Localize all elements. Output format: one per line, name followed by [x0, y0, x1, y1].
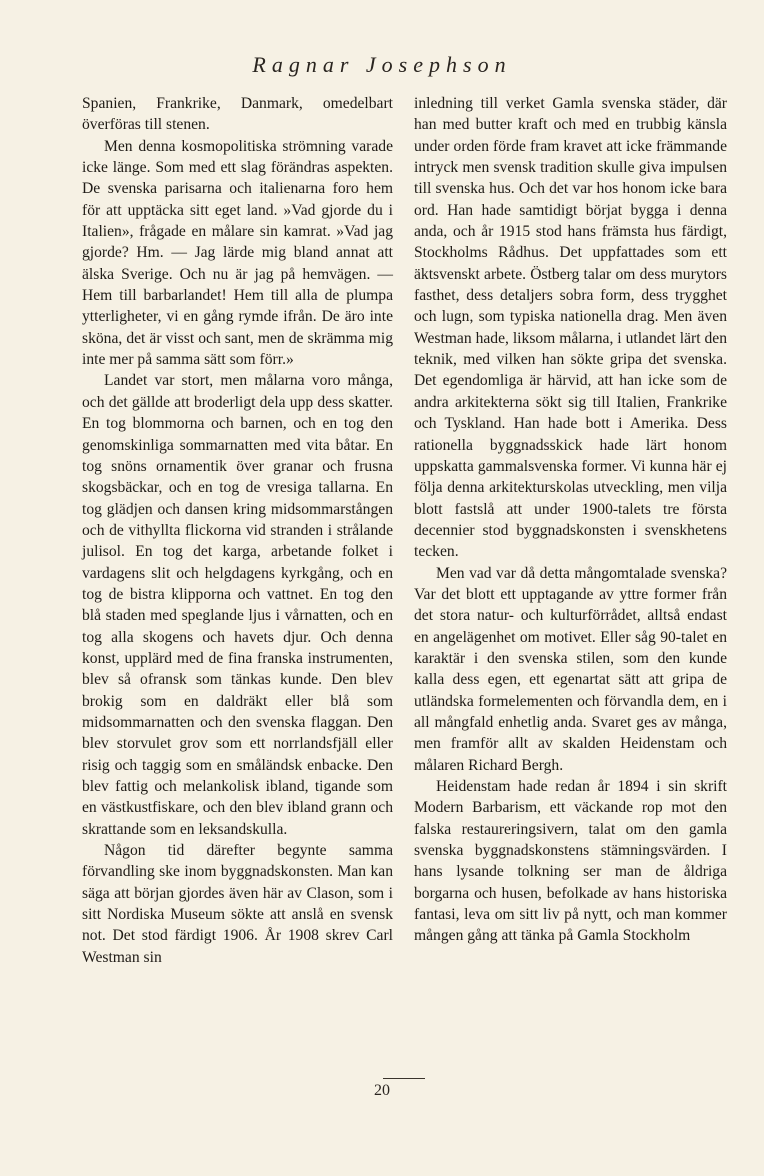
page-number: 20 — [374, 1082, 390, 1099]
paragraph: Heidenstam hade redan år 1894 i sin skrift Modern Barbarism, ett väckande rop mot den falska restaureringsivern, talat om den gamla svenska byggnadskonstens stämningsvärden. I hans lysande tolkning ser man de åldriga borgarna och husen, befolkade av hans historiska fantasi, leva om sitt liv på nytt, och man kommer mången gång att tänka på Gamla Stockholm — [414, 778, 727, 945]
paragraph: Spanien, Frankrike, Danmark, omedelbart överföras till stenen. — [82, 95, 393, 134]
paragraph: Men denna kosmopolitiska strömning varade icke länge. Som med ett slag förändras aspekten. De svenska parisarna och italienarna foro hem för att upptäcka sitt eget land. »Vad gjorde du i Italien», frågade en målare sin kamrat. »Vad jag gjorde? Hm. — Jag lärde mig bland annat att älska Sverige. Och nu är jag på hemvägen. — Hem till barbarlandet! Hem till alla de plumpa ytterligheter, vi en gång rymde ifrån. De äro inte sköna, det är visst och sant, men de skrämma mig inte mer på samma sätt som förr.» — [82, 137, 393, 369]
paragraph: Men vad var då detta mångomtalade svenska? Var det blott ett upptagande av yttre former från det stora natur- och kulturförrådet, alltså endast en angelägenhet om motivet. Eller såg 90-talet en karaktär i den svenska stilen, som den kunde kalla dess egen, ett egenartat sätt att gripa de utländska formelementen och förvandla dem, en i all mångfald enhetlig anda. Svaret ges av många, men framför allt av skalden Heidenstam och målaren Richard Bergh. — [414, 564, 727, 774]
paragraph: Någon tid därefter begynte samma förvandling ske inom byggnadskonsten. Man kan säga att början gjordes även här av Clason, som i sitt Nordiska Museum sökte att anslå en svensk not. Det stod färdigt 1906. År 1908 skrev Carl Westman sin — [82, 842, 393, 966]
left-column — [82, 93, 393, 968]
paragraph: Landet var stort, men målarna voro många, och det gällde att broderligt dela upp dess skatter. En tog blommorna och barnen, och en tog den genomskinliga sommarnatten med vita båtar. En tog snöns ornamentik över granar och frusna skogsbäckar, och en tog de vresiga tallarna. En tog glädjen och dansen kring midsommarstången och de vithyllta flickorna vid stranden i strålande julisol. En tog det karga, arbetande folket i vardagens slit och helgdagens kyrkgång, och en tog de bistra klipporna och vattnet. En tog den blå staden med speglande ljus i vårnatten, och en tog alla skogens och havets djur. Och denna konst, upplärd med de fina franska instrumenten, blev så ofransk som tänkas kunde. Den blev brokig som en daldräkt eller blå som midsommarnatten och den svenska flaggan. Den blev storvulet grov som ett norrlandsfjäll eller risig och taggig som en småländsk enbacke. Den blev fattig och melankolisk ibland, tigande som en västkustfiskare, och den blev ibland grann och skrattande som en leksandskulla. — [82, 372, 393, 838]
right-column — [414, 93, 727, 947]
paragraph: inledning till verket Gamla svenska städer, där han med butter kraft och med en trubbig känsla under orden förde fram kravet att icke främmande intryck men svensk tradition skulle giva impulsen till svenska hus. Och det var hos honom icke bara ord. Han hade samtidigt börjat bygga i denna anda, och år 1915 stod hans främsta hus färdigt, Stockholms Rådhus. Det uppfattades som ett äktsvenskt arbete. Östberg talar om dess murytors fasthet, dess detaljers sobra form, dess trygghet och lugn, som typiska nationella drag. Men även Westman hade, liksom målarna, i utlandet lärt den teknik, med vilken han sökte gripa det svenska. Det egendomliga är härvid, att han icke som de andra arkitekterna sökt sig till Italien, Frankrike och Tyskland. Han hade bott i Amerika. Dess rationella byggnadsskick hade lärt honom uppskatta gammalsvenska former. Vi kunna här ej följa denna arkitekturskolas utveckling, men vilja blott fastslå att under 1900-talets tre första decennier stod byggnadskonsten i svenskhetens tecken. — [414, 95, 727, 561]
running-title: Ragnar Josephson — [252, 52, 512, 77]
footer-rule — [383, 1078, 425, 1079]
